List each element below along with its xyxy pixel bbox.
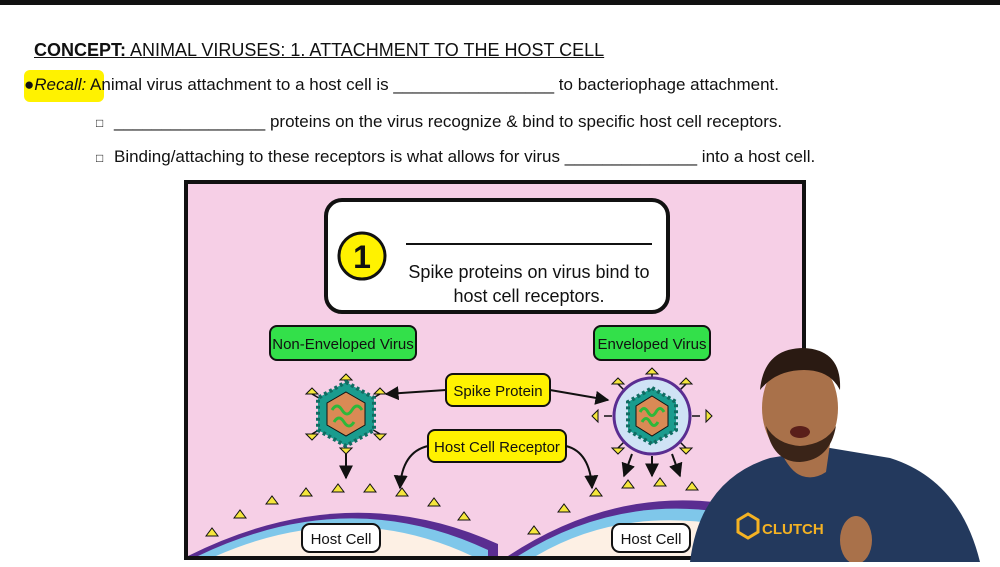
arrow-to-right-receptor xyxy=(566,446,592,488)
top-border-bar xyxy=(0,0,1000,5)
recall-label: Recall: xyxy=(34,75,87,94)
spike-protein-label: Spike Protein xyxy=(453,383,543,400)
step-number: 1 xyxy=(353,239,371,275)
page-title xyxy=(34,40,604,61)
presenter-hand xyxy=(840,516,872,562)
arrow-to-left-receptor xyxy=(400,446,428,488)
concept-label: CONCEPT: xyxy=(34,40,127,60)
bullet-text: ________________ proteins on the virus recognize & bind to specific host cell receptors. xyxy=(113,112,783,131)
shirt-logo-text: CLUTCH xyxy=(762,521,824,538)
arrow-to-nonenveloped-spike xyxy=(386,390,446,394)
non-enveloped-virus-label: Non-Enveloped Virus xyxy=(272,336,414,353)
host-cell-left-label: Host Cell xyxy=(310,531,372,548)
recall-bullet: ● xyxy=(24,75,35,94)
recall-text: Animal virus attachment to a host cell is _________________ to bacteriophage attachment. xyxy=(90,75,779,94)
concept-title: ANIMAL VIRUSES: 1. ATTACHMENT TO THE HOST CELL xyxy=(130,40,605,60)
bullet-text: Binding/attaching to these receptors is what allows for virus ______________ into a host cell. xyxy=(113,147,816,166)
recall-line xyxy=(24,75,779,95)
bullet-spike-proteins xyxy=(96,112,782,132)
presenter-video-overlay xyxy=(680,330,1000,562)
enveloped-virus-label: Enveloped Virus xyxy=(597,336,707,353)
arrows-enveloped-down xyxy=(624,454,680,476)
step-description-line1: Spike proteins on virus bind to xyxy=(408,262,650,282)
checkbox-icon: □ xyxy=(96,151,104,165)
non-enveloped-virus-icon xyxy=(306,374,386,454)
host-cell-receptor-label: Host Cell Receptor xyxy=(434,439,560,456)
presenter-shirt xyxy=(690,448,980,562)
checkbox-icon: □ xyxy=(96,116,104,130)
step-description-line2: host cell receptors. xyxy=(453,286,605,306)
arrow-to-enveloped-spike xyxy=(550,390,608,400)
presenter-mouth xyxy=(790,426,810,438)
bullet-binding xyxy=(96,147,815,167)
host-cell-right-label: Host Cell xyxy=(620,531,682,548)
